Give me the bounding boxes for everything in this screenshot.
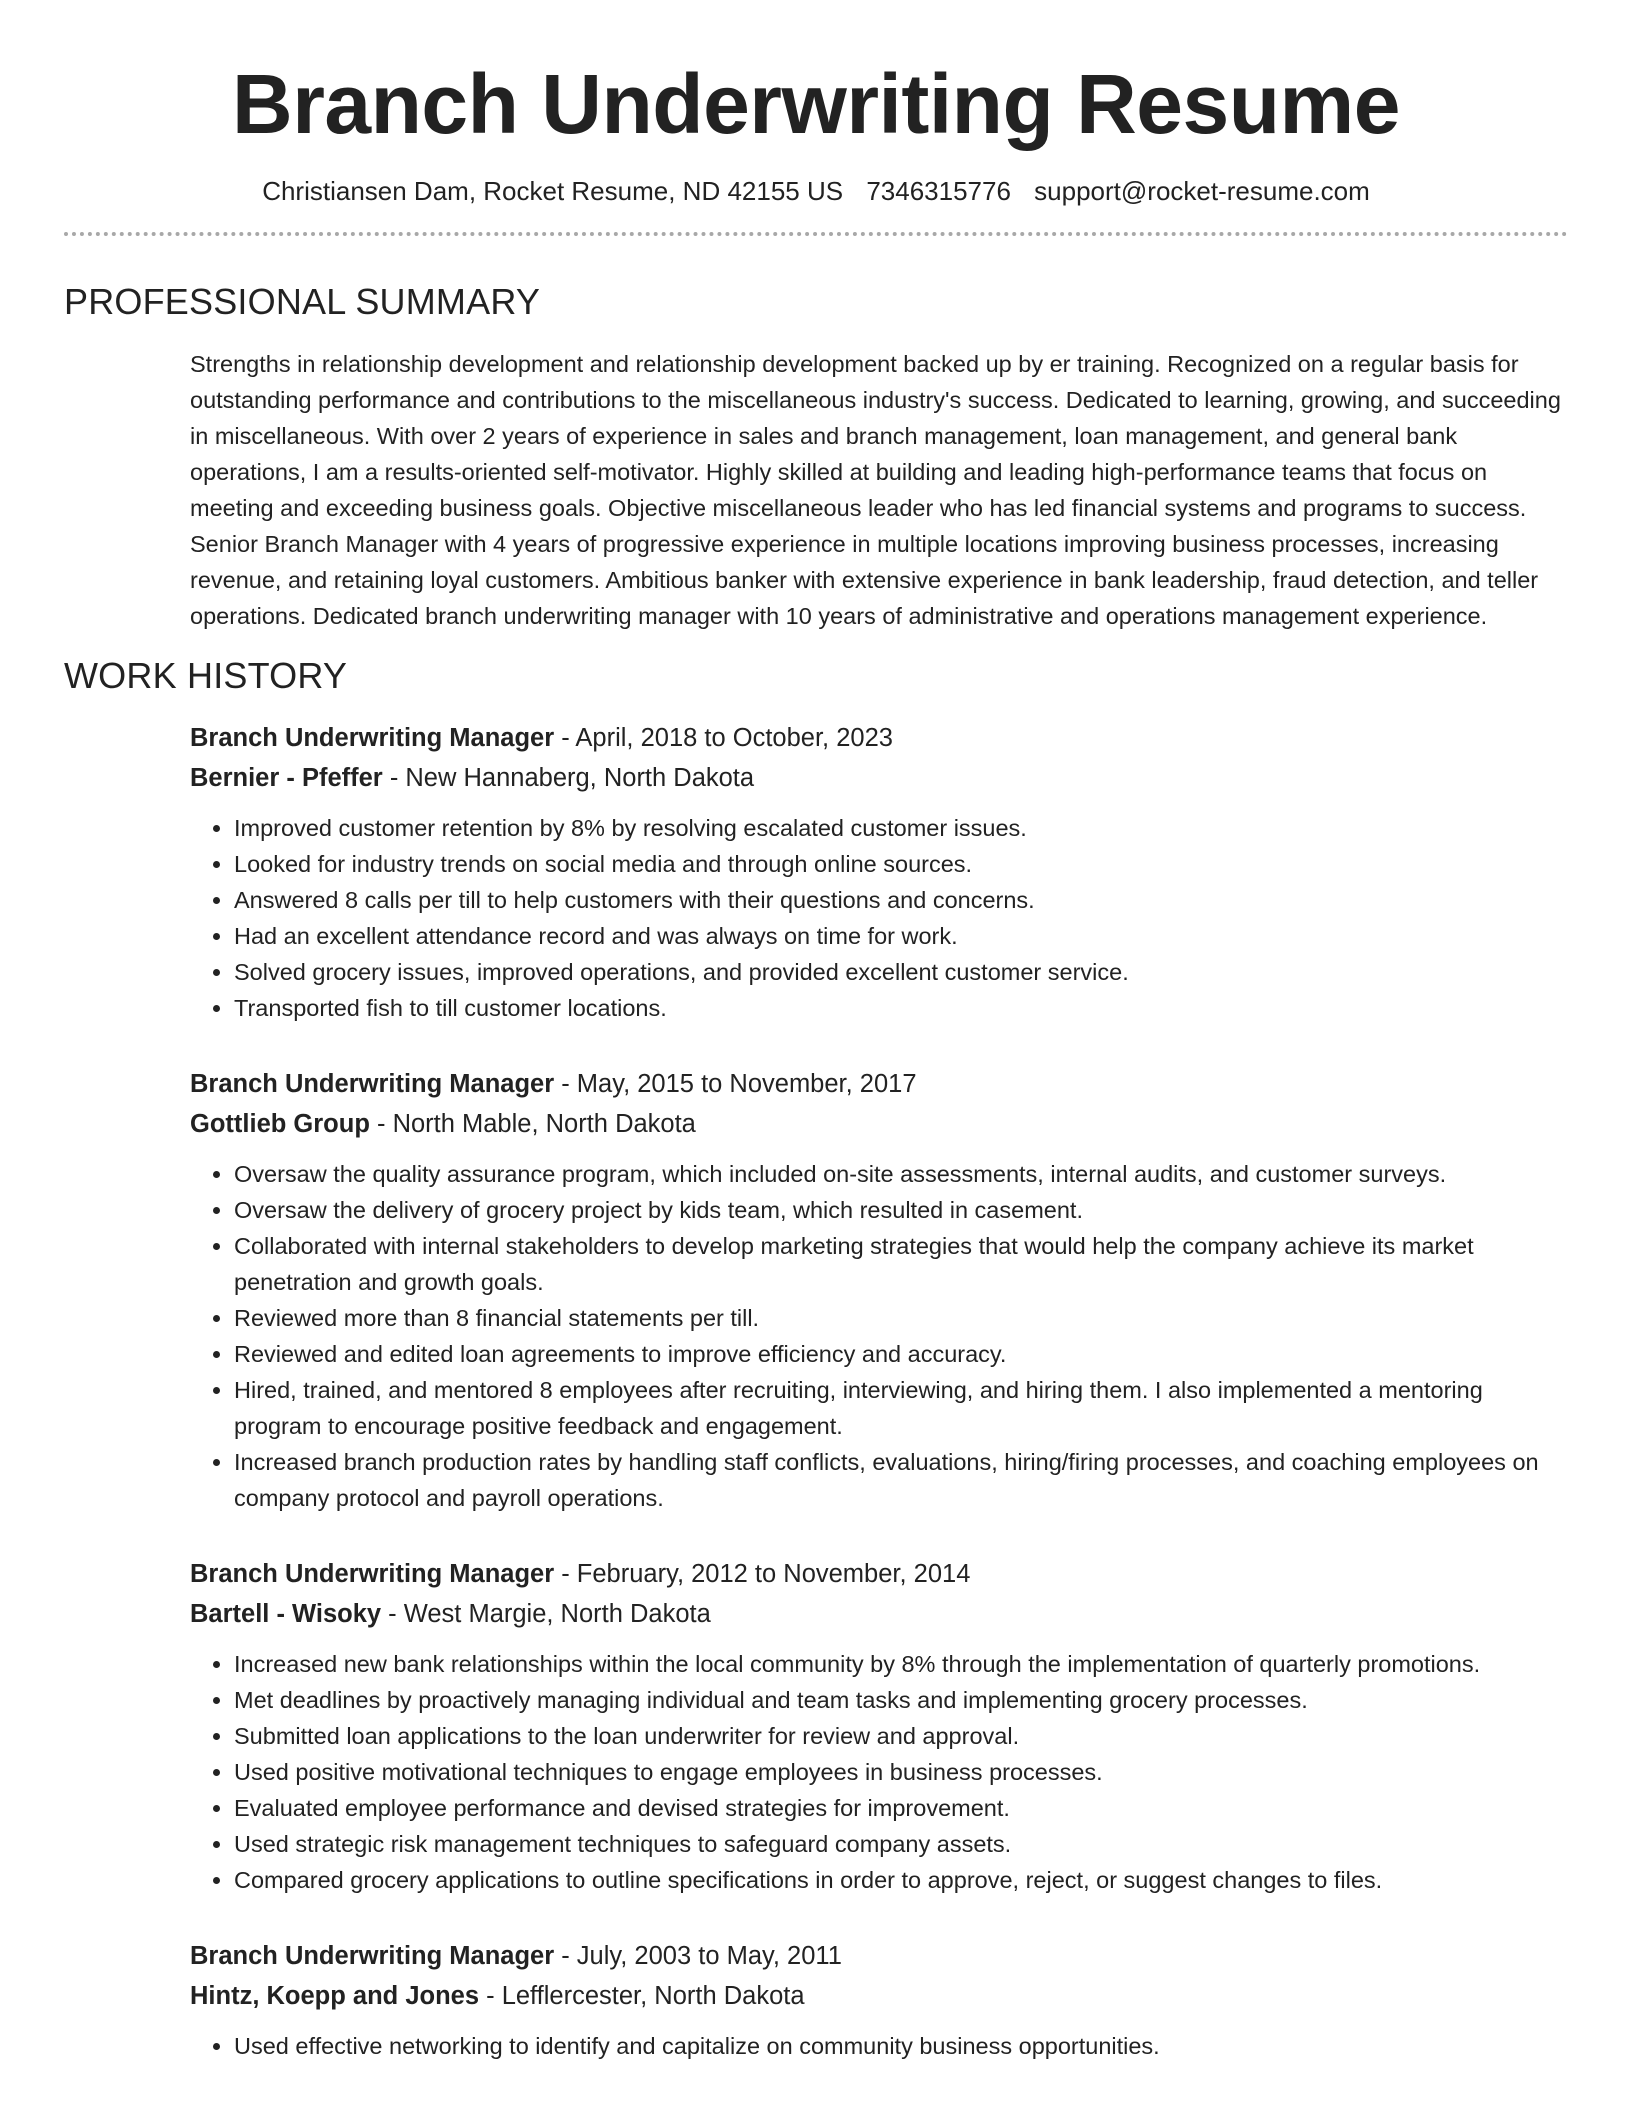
job-entry — [190, 1064, 1568, 1516]
job-title-line — [190, 718, 1568, 758]
job-bullet: • Used strategic risk management techniques to safeguard company assets. — [234, 1826, 1568, 1862]
job-company-line — [190, 1976, 1568, 2016]
job-bullet: • Used effective networking to identify and capitalize on community business opportunities. — [234, 2028, 1568, 2064]
job-title-line — [190, 1936, 1568, 1976]
job-bullet-list — [190, 1646, 1568, 1898]
job-bullet: • Solved grocery issues, improved operations, and provided excellent customer service. — [234, 954, 1568, 990]
job-bullet: • Oversaw the delivery of grocery project by kids team, which resulted in casement. — [234, 1192, 1568, 1228]
job-dates: - April, 2018 to October, 2023 — [554, 724, 893, 752]
job-bullet: • Transported fish to till customer locations. — [234, 990, 1568, 1026]
job-company: Bernier - Pfeffer — [190, 764, 383, 792]
job-bullet: • Increased new bank relationships within the local community by 8% through the implementation of quarterly promotions. — [234, 1646, 1568, 1682]
job-company: Hintz, Koepp and Jones — [190, 1982, 480, 2010]
job-dates: - July, 2003 to May, 2011 — [554, 1942, 842, 1970]
job-entry — [190, 1554, 1568, 1898]
contact-line — [64, 174, 1568, 208]
job-bullet: • Answered 8 calls per till to help customers with their questions and concerns. — [234, 882, 1568, 918]
job-company-line — [190, 1104, 1568, 1144]
contact-email: support@rocket-resume.com — [1034, 176, 1370, 206]
job-bullet: • Had an excellent attendance record and was always on time for work. — [234, 918, 1568, 954]
work-history-heading: WORK HISTORY — [64, 655, 348, 696]
job-dates: - May, 2015 to November, 2017 — [554, 1070, 917, 1098]
job-title-line — [190, 1064, 1568, 1104]
job-bullet: • Evaluated employee performance and devised strategies for improvement. — [234, 1790, 1568, 1826]
summary-heading: PROFESSIONAL SUMMARY — [64, 281, 541, 322]
job-company: Bartell - Wisoky — [190, 1600, 382, 1628]
resume-title: Branch Underwriting Resume — [232, 57, 1400, 151]
job-bullet: • Reviewed more than 8 financial statements per till. — [234, 1300, 1568, 1336]
job-company: Gottlieb Group — [190, 1110, 370, 1138]
summary-text: Strengths in relationship development and relationship development backed up by er training. Recognized on a regular basis for outstanding performance and contributions to the miscellaneous industry's success. Dedicated to learning, growing, and succeeding in miscellaneous. With over 2 years of experience in sales and branch management, loan management, and general bank operations, I am a results-oriented self-motivator. Highly skilled at building and leading high-performance teams that focus on meeting and exceeding business goals. Objective miscellaneous leader who has led financial systems and programs to success. Senior Branch Manager with 4 years of progressive experience in multiple locations improving business processes, increasing revenue, and retaining loyal customers. Ambitious banker with extensive experience in bank leadership, fraud detection, and teller operations. Dedicated branch underwriting manager with 10 years of administrative and operations management experience. — [190, 351, 1561, 629]
job-entry — [190, 718, 1568, 1026]
job-company-line — [190, 758, 1568, 798]
job-bullet: • Collaborated with internal stakeholders to develop marketing strategies that would help the company achieve its market penetration and growth goals. — [234, 1228, 1568, 1300]
job-bullet: • Hired, trained, and mentored 8 employees after recruiting, interviewing, and hiring them. I also implemented a mentoring program to encourage positive feedback and engagement. — [234, 1372, 1568, 1444]
job-location: - North Mable, North Dakota — [369, 1110, 696, 1138]
job-title: Branch Underwriting Manager — [190, 724, 555, 752]
job-bullet-list — [190, 810, 1568, 1026]
job-bullet: • Increased branch production rates by handling staff conflicts, evaluations, hiring/firing processes, and coaching employees on company protocol and payroll operations. — [234, 1444, 1568, 1516]
job-bullet-list — [190, 1156, 1568, 1516]
job-bullet: • Met deadlines by proactively managing individual and team tasks and implementing grocery processes. — [234, 1682, 1568, 1718]
job-bullet: • Reviewed and edited loan agreements to improve efficiency and accuracy. — [234, 1336, 1568, 1372]
job-title-line — [190, 1554, 1568, 1594]
job-entry — [190, 1936, 1568, 2064]
job-bullet: • Improved customer retention by 8% by resolving escalated customer issues. — [234, 810, 1568, 846]
job-title: Branch Underwriting Manager — [190, 1070, 555, 1098]
job-title: Branch Underwriting Manager — [190, 1560, 555, 1588]
contact-phone: 7346315776 — [866, 176, 1011, 206]
job-location: - Lefflercester, North Dakota — [479, 1982, 805, 2010]
work-history-list — [190, 718, 1568, 2064]
job-title: Branch Underwriting Manager — [190, 1942, 555, 1970]
job-bullet: • Oversaw the quality assurance program, which included on-site assessments, internal audits, and customer surveys. — [234, 1156, 1568, 1192]
job-location: - New Hannaberg, North Dakota — [382, 764, 755, 792]
job-company-line — [190, 1594, 1568, 1634]
job-bullet: • Compared grocery applications to outline specifications in order to approve, reject, or suggest changes to files. — [234, 1862, 1568, 1898]
job-bullet: • Looked for industry trends on social media and through online sources. — [234, 846, 1568, 882]
job-bullet-list — [190, 2028, 1568, 2064]
job-bullet: • Used positive motivational techniques to engage employees in business processes. — [234, 1754, 1568, 1790]
contact-address: Christiansen Dam, Rocket Resume, ND 42155 US — [262, 176, 844, 206]
header-divider — [64, 232, 1568, 236]
job-bullet: • Submitted loan applications to the loan underwriter for review and approval. — [234, 1718, 1568, 1754]
job-location: - West Margie, North Dakota — [381, 1600, 711, 1628]
job-dates: - February, 2012 to November, 2014 — [554, 1560, 971, 1588]
